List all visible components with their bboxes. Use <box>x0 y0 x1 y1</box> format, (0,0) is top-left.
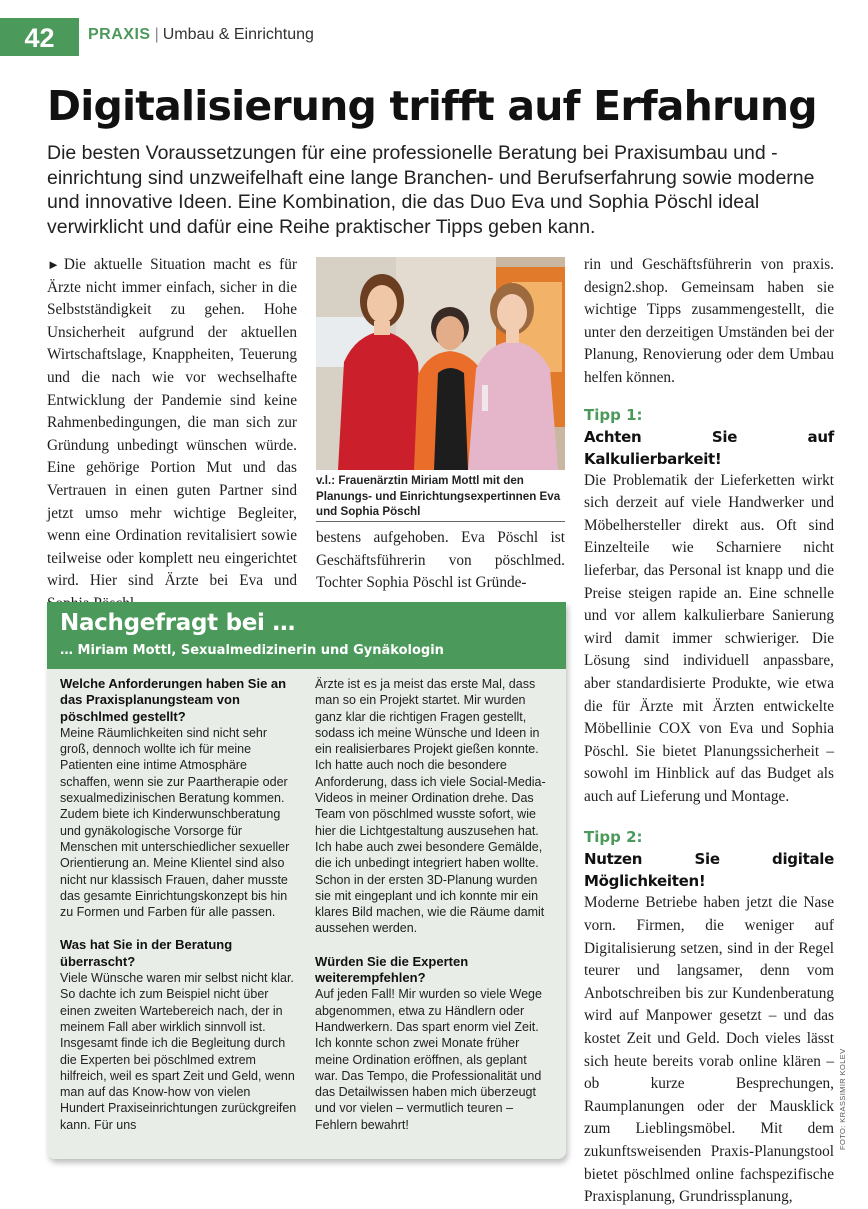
tip-1-text: Die Problematik der Lieferketten wirkt sich derzeit auf viele Handwerker und Möbelhersteller direkt aus. Oft sind Einzelteile wie Scharniere nicht lieferbar, das Personal ist knapp und die Preise steigen rapide an. Eine schnelle und vor allem kalkulierbare Sanierung wird damit immer schwieriger. Die Lösung sind individuell anpassbare, aber standardisierte Produkte, wie etwa die für Ärzte mit Ärzten entwickelte Möbellinie COX von Eva und Sophia Pöschl. Sie bietet Planungssicherheit – sowohl im Hinblick auf das Budget als auch auf Lieferung und Montage. <box>584 471 834 805</box>
interview-box <box>47 602 566 1159</box>
tip-1-number: Tipp 1: <box>584 405 643 424</box>
interview-subtitle: … Miriam Mottl, Sexualmedizinerin und Gynäkologin <box>60 643 444 658</box>
photo-credit: FOTO: KRASSIMIR KOLEV <box>838 1048 847 1150</box>
article-column-2 <box>316 527 565 595</box>
page-number: 42 <box>0 18 79 56</box>
interview-answer-2: Viele Wünsche waren mir selbst nicht klar. So dachte ich zum Beispiel nicht über einen zweiten Wartebereich nach, der in meinem Fall aber wirklich sinnvoll ist. Insgesamt finde ich die Begleitung durch die Experten bei pöschlmed extrem hilfreich, weil es spart Zeit und Geld, wenn man auf das Know-how von vielen Hundert Praxiseinrichtungen zurückgreifen kann. Für uns <box>60 971 297 1132</box>
interview-question-2: Was hat Sie in der Beratung überrascht? <box>60 937 233 969</box>
subsection-name: Umbau & Einrichtung <box>162 26 314 43</box>
tip-2-text: Moderne Betriebe haben jetzt die Nase vorn. Firmen, die weniger auf Digitalisierung setzen, sind in der Regel teurer und langsamer, denn vom Anbotschreiben bis zur Kundenberatung wird auf Manpower gesetzt – und das kostet Zeit und Geld. Doch vieles lässt sich heute bereits vorab online klären – ob kurze Besprechungen, Raumplanungen oder der Mausklick zum Lieblingsmöbel. Mit dem zukunftsweisenden Praxis-Planungstool bietet pöschlmed online fachspezifische Praxisplanung, Grundrissplanung, <box>584 894 834 1206</box>
section-name: PRAXIS <box>88 26 151 43</box>
article-photo <box>316 257 565 470</box>
interview-column-2 <box>315 676 553 1133</box>
section-header <box>88 26 314 44</box>
section-separator: | <box>154 26 159 43</box>
tip-1-heading: Achten Sie auf Kalkulierbarkeit! <box>584 427 834 468</box>
body-text-1: Die aktuelle Situation macht es für Ärzte nicht immer einfach, sicher in die Selbstständigkeit zu gehen. Hohe Unsicherheit aufgrund der aktuellen Wirtschaftslage, Knappheiten, Teuerung und die nach wie vor wechselhafte Entwicklung der Pandemie sind keine Rahmenbedingungen, die man sich zur Gründung unbedingt wünschen würde. Eine gehörige Portion Mut und das Vertrauen in einen guten Partner sind jetzt umso mehr wichtige Begleiter, wenn eine Ordination revitalisiert sowie teilweise oder komplett neu eingerichtet wird. Hier sind Ärzte bei Eva und <box>47 256 297 590</box>
article-lead: Die besten Voraussetzungen für eine professionelle Beratung bei Praxisumbau und -einrichtung sind unzweifelhaft eine lange Branchen- und Berufserfahrung sowie moderne und innovative Ideen. Eine Kombination, die das Duo Eva und Sophia Pöschl ideal verwirklicht und dafür eine Reihe praktischer Tipps geben kann. <box>47 142 815 238</box>
interview-column-1 <box>60 676 298 1133</box>
arrow-icon: ► <box>47 257 60 272</box>
tip-2-heading: Nutzen Sie digitale Möglichkeiten! <box>584 850 834 891</box>
interview-answer-3: Auf jeden Fall! Mir wurden so viele Wege abgenommen, etwa zu Händlern oder Handwerkern. Das spart enorm viel Zeit. Ich konnte schon zwei Monate früher meine Ordination eröffnen, als geplant war. Das Tempo, die Professionalität und das Detailwissen haben mich überzeugt und vor vielen – vermutlich teuren – Fehlern bewahrt! <box>315 987 542 1132</box>
interview-header <box>47 602 566 669</box>
caption-divider <box>316 521 565 522</box>
interview-question-1: Welche Anforderungen haben Sie an das Praxisplanungsteam von pöschlmed gestellt? <box>60 676 287 724</box>
article-column-1 <box>47 254 297 616</box>
interview-answer-1: Meine Räumlichkeiten sind nicht sehr groß, dennoch wollte ich für meine Patienten eine intime Atmosphäre schaffen, wenn sie zur Paartherapie oder sexualmedizinischen Beratung kommen. Zudem biete ich Kinderwunschberatung und gynäkologische Vorsorge für Menschen mit unterschiedlicher sexueller Orientierung an. Meine Klientel sind also nicht nur klassisch Frauen, daher musste das gesamte Einrichtungskonzept bis hin zu Formen und Farben für alle passen. <box>60 725 290 920</box>
interview-title: Nachgefragt bei … <box>60 610 296 636</box>
article-title: Digitalisierung trifft auf Erfahrung <box>47 82 817 130</box>
photo-caption: v.l.: Frauenärztin Miriam Mottl mit den Planungs- und Einrichtungsexpertinnen Eva und Sophia Pöschl <box>316 474 561 518</box>
interview-answer-2-continued: Ärzte ist es ja meist das erste Mal, dass man so ein Projekt startet. Mir wurden ganz klar die richtigen Fragen gestellt, sodass ich meine Wünsche und Ideen in ein realisierbares Projekt gießen konnte. Ich hatte auch noch die besondere Anforderung, dass ich viele Social-Media-Videos in meiner Ordination drehe. Das Team von pöschlmed wusste sofort, wie hier die Lichtgestaltung auszusehen hat. Ich habe auch zwei besondere Gemälde, die ich unbedingt integriert haben wollte. Schon in der ersten 3D-Planung wurden sie mit eingeplant und ich konnte mir ein klares Bild machen, wie die Räume damit aussehen werden. <box>315 677 546 936</box>
interview-question-3: Würden Sie die Experten weiterempfehlen? <box>315 953 469 986</box>
tip-2-number: Tipp 2: <box>584 828 643 847</box>
body-text-2: bestens aufgehoben. Eva Pöschl ist Geschäftsführerin von pöschlmed. Tochter Sophia Pöschl ist Gründe- <box>316 529 565 592</box>
article-column-3 <box>584 254 834 1209</box>
body-text-3: rin und Geschäftsführerin von praxis. design2.shop. Gemeinsam haben sie wichtige Tipps zusammengestellt, die unter den derzeitigen Umständen bei der Planung, Renovierung oder dem Umbau helfen können. <box>584 256 834 386</box>
